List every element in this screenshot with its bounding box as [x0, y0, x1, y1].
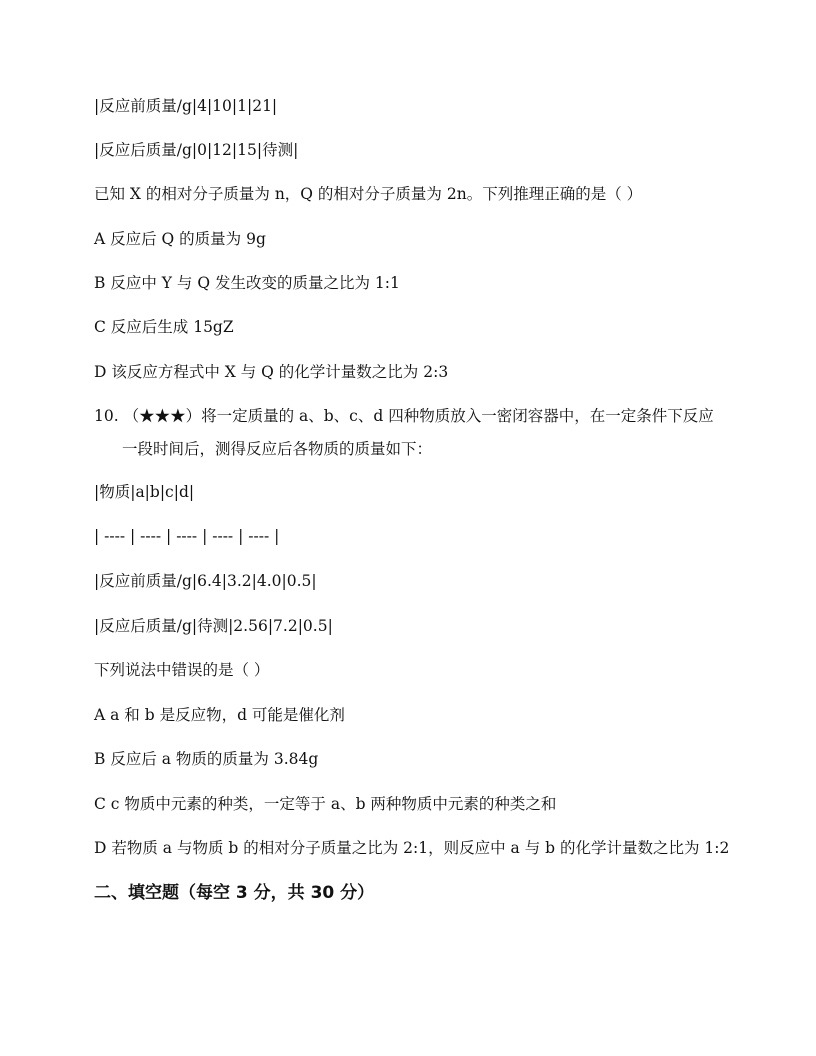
table-row-separator: | ---- | ---- | ---- | ---- | ---- | — [94, 527, 280, 545]
section-heading: 二、填空题（每空 3 分，共 30 分） — [94, 883, 375, 903]
question-9-option-b: B 反应中 Y 与 Q 发生改变的质量之比为 1:1 — [94, 274, 400, 292]
question-9-option-a: A 反应后 Q 的质量为 9g — [94, 230, 266, 248]
question-10-option-b: B 反应后 a 物质的质量为 3.84g — [94, 750, 319, 768]
question-10-option-a: A a 和 b 是反应物，d 可能是催化剂 — [94, 706, 345, 724]
question-10-option-d: D 若物质 a 与物质 b 的相对分子质量之比为 2:1，则反应中 a 与 b 的化学计量数之比为 1:2 — [94, 839, 730, 857]
question-10-line-1: 10. （★★★）将一定质量的 a、b、c、d 四种物质放入一密闭容器中，在一定条件下反应 — [94, 407, 714, 425]
table-row-after-mass: |反应后质量/g|0|12|15|待测| — [94, 141, 299, 159]
question-9-option-d: D 该反应方程式中 X 与 Q 的化学计量数之比为 2:3 — [94, 363, 449, 381]
question-10-line-2: 一段时间后，测得反应后各物质的质量如下： — [122, 440, 433, 458]
table-row-header: |物质|a|b|c|d| — [94, 483, 195, 501]
question-9-option-c: C 反应后生成 15gZ — [94, 318, 234, 336]
table-row-after-mass: |反应后质量/g|待测|2.56|7.2|0.5| — [94, 617, 333, 635]
question-9-stem: 已知 X 的相对分子质量为 n，Q 的相对分子质量为 2n。下列推理正确的是（ ） — [94, 185, 643, 203]
question-10-stem: 下列说法中错误的是（ ） — [94, 661, 270, 679]
question-10-option-c: C c 物质中元素的种类，一定等于 a、b 两种物质中元素的种类之和 — [94, 795, 557, 813]
table-row-before-mass: |反应前质量/g|6.4|3.2|4.0|0.5| — [94, 572, 317, 590]
table-row-before-mass: |反应前质量/g|4|10|1|21| — [94, 97, 278, 115]
